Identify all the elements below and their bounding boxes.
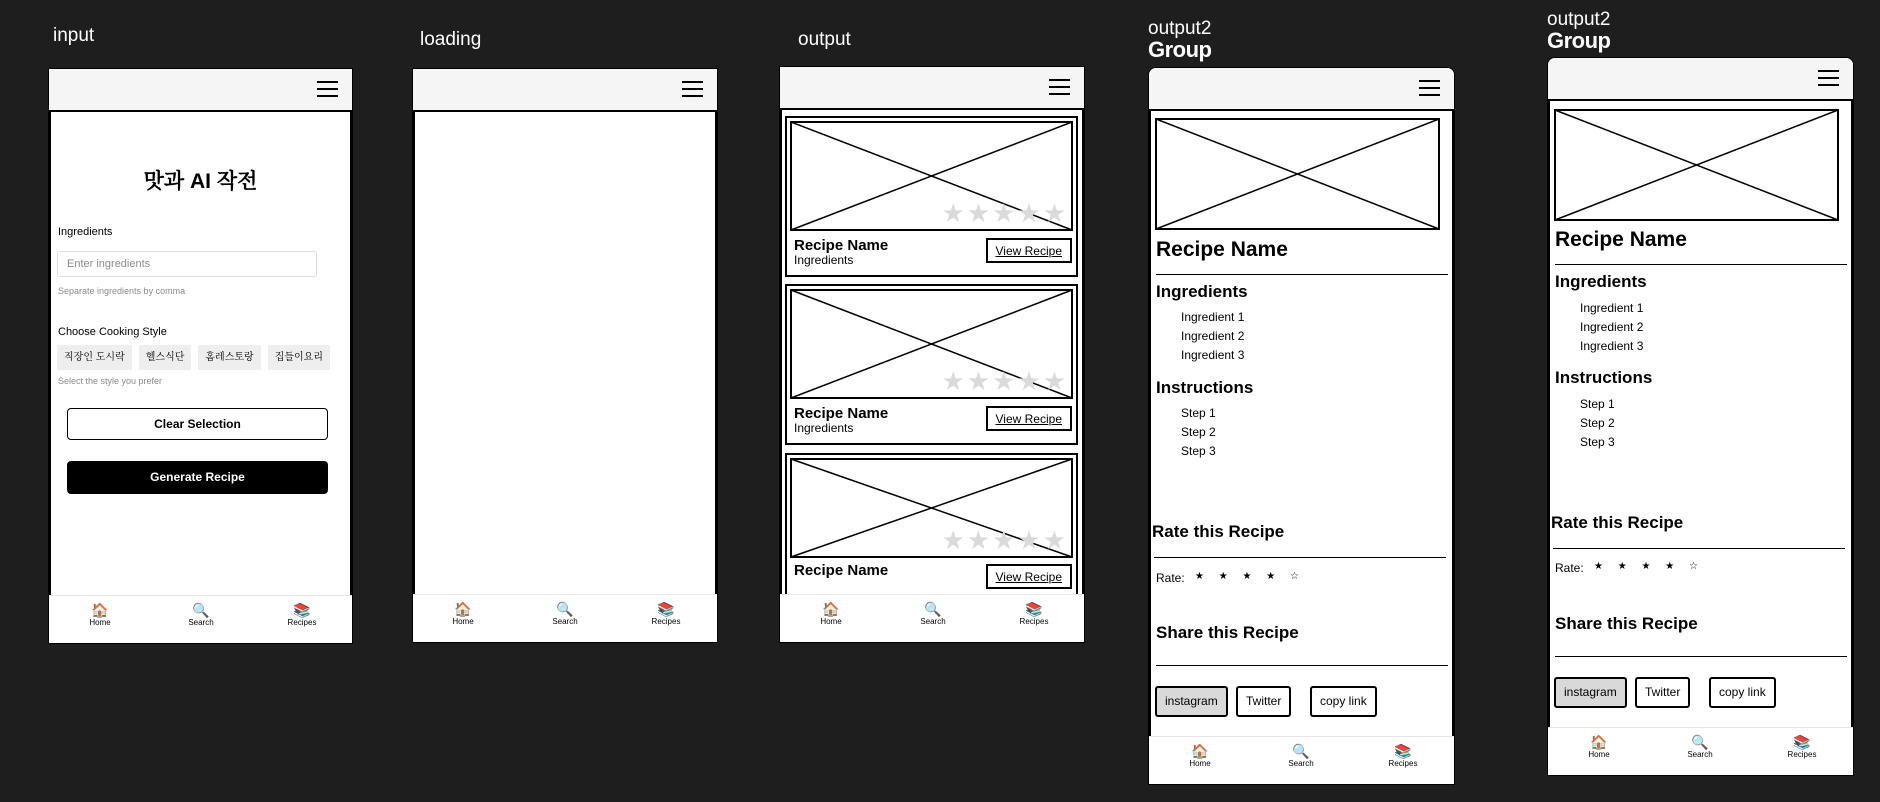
instructions-heading: Instructions [1156,378,1254,397]
rating-stars[interactable]: ★ ★ ★ ★ ☆ [1594,561,1704,572]
tab-search[interactable] [530,601,600,626]
view-recipe-button[interactable]: View Recipe [986,564,1072,589]
image-placeholder [1554,109,1839,221]
recipes-icon: 📚 [1025,601,1043,617]
divider [1555,264,1847,265]
ingredient-item: Ingredient 2 [1580,320,1644,334]
tab-home[interactable] [65,602,135,627]
tab-label: Home [89,618,111,627]
share-instagram-button[interactable]: instagram [1155,686,1228,717]
rate-heading: Rate this Recipe [1551,513,1684,532]
rating-stars: ★★★★★ [941,366,1068,396]
hamburger-menu-icon[interactable] [1818,70,1839,86]
style-chip[interactable]: 홈레스토랑 [198,345,260,370]
tab-label: Home [1588,750,1610,759]
frame-label-loading: loading [420,29,482,50]
tab-bar [413,594,717,642]
style-chip[interactable]: 헬스식단 [139,345,192,370]
recipe-title: Recipe Name [1555,228,1687,251]
divider [1555,656,1847,657]
recipe-name: Recipe Name [794,405,889,422]
tab-label: Search [188,618,214,627]
cooking-style-chips [57,345,337,370]
tab-search[interactable] [166,602,236,627]
instruction-step: Step 2 [1181,425,1216,439]
recipe-name: Recipe Name [794,562,889,579]
recipes-icon: 📚 [657,601,675,617]
hamburger-menu-icon[interactable] [1049,79,1070,95]
instructions-heading: Instructions [1555,368,1653,387]
share-twitter-button[interactable]: Twitter [1236,686,1291,717]
instruction-step: Step 3 [1181,444,1216,458]
ingredient-item: Ingredient 1 [1181,310,1245,324]
recipe-name: Recipe Name [794,237,889,254]
cooking-style-label: Choose Cooking Style [58,326,167,338]
tab-recipes[interactable] [1767,734,1837,759]
recipe-ingredients: Ingredients [794,421,854,435]
divider [1156,665,1448,666]
style-chip[interactable]: 집들이요리 [268,345,330,370]
tab-bar [1548,727,1853,775]
recipe-title: Recipe Name [1156,238,1288,261]
tab-bar [780,594,1084,642]
search-icon: 🔍 [192,602,210,618]
app-bar [413,69,717,112]
tab-label: Search [920,617,946,626]
search-icon: 🔍 [1292,743,1310,759]
copy-link-button[interactable]: copy link [1310,686,1377,717]
ingredients-hint: Separate ingredients by comma [58,286,186,296]
tab-bar [1149,736,1454,784]
recipe-card[interactable] [785,453,1078,603]
frame-label-output2-name: output2 [1148,18,1212,39]
rating-stars: ★★★★★ [941,198,1068,228]
rate-label: Rate: [1156,571,1185,585]
rate-label: Rate: [1555,561,1584,575]
phone-recipe-detail [1148,67,1455,785]
frame-label-output2 [1148,19,1212,61]
tab-label: Search [552,617,578,626]
tab-recipes[interactable] [267,602,337,627]
frame-label-input: input [53,25,95,46]
share-twitter-button[interactable]: Twitter [1635,677,1690,708]
share-heading: Share this Recipe [1555,614,1698,633]
tab-recipes[interactable] [1368,743,1438,768]
divider [1553,548,1845,549]
cooking-style-hint: Select the style you prefer [58,376,163,386]
home-icon: 🏠 [91,602,109,618]
tab-label: Search [1288,759,1314,768]
tab-label: Recipes [651,617,681,626]
app-bar [49,69,352,112]
tab-label: Recipes [1019,617,1049,626]
app-title: 맛과 AI 작전 [143,170,258,193]
ingredients-input[interactable] [57,251,317,277]
tab-home[interactable] [796,601,866,626]
view-recipe-button[interactable]: View Recipe [986,406,1072,431]
app-bar [1548,58,1853,101]
tab-label: Home [1189,759,1211,768]
recipe-card[interactable] [785,284,1078,445]
frame-label-output2b-name: output2 [1547,9,1611,30]
phone-loading [412,68,718,643]
image-placeholder [1155,118,1440,230]
rating-stars: ★★★★★ [941,525,1068,555]
copy-link-button[interactable]: copy link [1709,677,1776,708]
style-chip[interactable]: 직장인 도시락 [57,345,132,370]
tab-search[interactable] [898,601,968,626]
tab-recipes[interactable] [631,601,701,626]
home-icon: 🏠 [1590,734,1608,750]
tab-home[interactable] [1165,743,1235,768]
instruction-step: Step 1 [1580,397,1615,411]
tab-home[interactable] [428,601,498,626]
divider [1156,274,1448,275]
tab-home[interactable] [1564,734,1634,759]
recipe-card[interactable] [785,116,1078,277]
share-instagram-button[interactable]: instagram [1554,677,1627,708]
ingredient-item: Ingredient 2 [1181,329,1245,343]
tab-label: Home [452,617,474,626]
tab-label: Home [820,617,842,626]
ingredient-item: Ingredient 1 [1580,301,1644,315]
tab-search[interactable] [1266,743,1336,768]
divider [1154,557,1446,558]
home-icon: 🏠 [1191,743,1209,759]
search-icon: 🔍 [924,601,942,617]
tab-label: Recipes [1787,750,1817,759]
tab-label: Search [1687,750,1713,759]
view-recipe-button[interactable]: View Recipe [986,238,1072,263]
share-heading: Share this Recipe [1156,623,1299,642]
app-bar [780,67,1084,110]
recipes-icon: 📚 [293,602,311,618]
app-bar [1149,68,1454,111]
rating-stars[interactable]: ★ ★ ★ ★ ☆ [1195,571,1305,582]
instruction-step: Step 3 [1580,435,1615,449]
recipes-icon: 📚 [1793,734,1811,750]
home-icon: 🏠 [454,601,472,617]
tab-label: Recipes [287,618,317,627]
ingredient-item: Ingredient 3 [1580,339,1644,353]
frame-label-output: output [798,29,851,50]
hamburger-menu-icon[interactable] [1419,80,1440,96]
phone-input [48,68,353,644]
instruction-step: Step 2 [1580,416,1615,430]
phone-recipe-detail-2 [1547,57,1854,776]
frame-label-output2b-group: Group [1547,28,1611,53]
hamburger-menu-icon[interactable] [682,81,703,97]
ingredients-heading: Ingredients [1156,282,1248,301]
recipes-icon: 📚 [1394,743,1412,759]
frame-label-output2b [1547,10,1611,52]
home-icon: 🏠 [822,601,840,617]
ingredient-item: Ingredient 3 [1181,348,1245,362]
tab-recipes[interactable] [999,601,1069,626]
tab-bar [49,595,352,643]
frame-label-output2-group: Group [1148,37,1212,62]
content-frame [413,112,717,594]
tab-label: Recipes [1388,759,1418,768]
search-icon: 🔍 [556,601,574,617]
ingredients-heading: Ingredients [1555,272,1647,291]
search-icon: 🔍 [1691,734,1709,750]
instruction-step: Step 1 [1181,406,1216,420]
rate-heading: Rate this Recipe [1152,522,1285,541]
ingredients-label: Ingredients [58,226,113,238]
clear-selection-button[interactable]: Clear Selection [67,408,328,440]
tab-search[interactable] [1665,734,1735,759]
phone-output [779,66,1085,643]
generate-recipe-button[interactable]: Generate Recipe [67,461,328,494]
hamburger-menu-icon[interactable] [317,81,338,97]
recipe-ingredients: Ingredients [794,253,854,267]
